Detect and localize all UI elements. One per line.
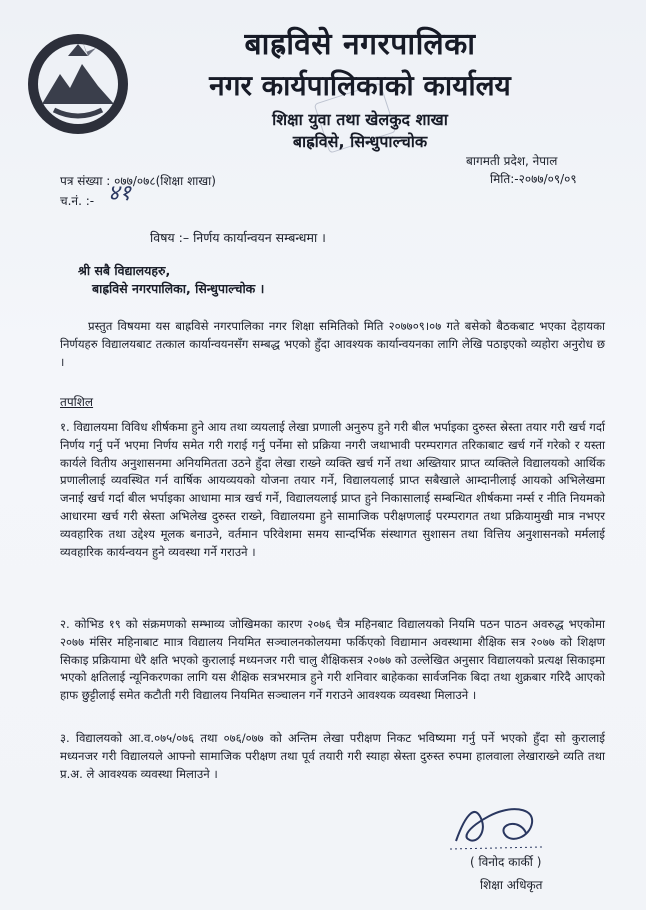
municipality-name: बाह्रविसे नगरपालिका (244, 27, 476, 62)
letter-date: मिति:-२०७७/०९/०९ (490, 172, 577, 186)
dispatch-number: ४१ (108, 181, 131, 206)
intro-paragraph: प्रस्तुत विषयमा यस बाह्रविसे नगरपालिका नगर शिक्षा समितिको मिति २०७७०९।०७ गते बसेको बैठकबाट भएका देहायका निर्णयहरु विद्यालयबाट तत्काल कार्यान्वयनसँग सम्बद्ध भएको हुँदा आवश्यक कार्यान्वयनका लागि लेखि पठाइएको व्यहोरा अनुरोध छ । (60, 319, 605, 369)
province-label: बागमती प्रदेश, नेपाल (466, 154, 558, 168)
reference-number: पत्र संख्या : ०७७/०७८(शिक्षा शाखा) (60, 174, 216, 188)
point-2: २. कोभिड १९ को संक्रमणको सम्भाव्य जोखिमका कारण २०७६ चैत्र महिनबाट विद्यालयको नियमि पठन पाठन अवरुद्ध भएकोमा २०७७ मंसिर महिनाबाट माात्र विद्यालय नियमित सञ्चालनकोलयमा फर्किएको विद्यामान अवस्थामा शैक्षिक सत्र २०७७ को शिक्षण सिकाइ प्रक्रियामा धेरै क्षति भएको कुरालाई मध्यनजर गरी चालु शैक्षिकसत्र २०७७ को उल्लेखित अनुसार विद्यालयको प्रत्यक्ष सिकाइमा भएको क्षतिलाई न्यूनिकरणका लागि यस शैक्षिक सत्रभरमात्र हुने गरी शनिवार बाहेकका सार्वजनिक बिदा तथा शुक्रबार गरिदै आएको हाफ छुट्टीलाई समेत कटौती गरी विद्यालय नियमित सञ्चालन गर्ने गराउने आवश्यक व्यवस्था मिलाउने । (60, 617, 605, 703)
signature-icon (446, 793, 546, 853)
point-1: १. विद्यालयमा विविध शीर्षकमा हुने आय तथा व्ययलाई लेखा प्रणाली अनुरुप हुने गरी बील भर्पाइका दुरुस्त स्रेस्ता तयार गरी खर्च गर्दा निर्णय गर्नु पर्ने भएमा निर्णय समेत गरी गराई गर्नु पर्नेमा सो प्रक्रिया नगरी जथाभावी परम्परागत तरिकाबाट खर्च गर्ने गरेको र यस्ता कार्यले वितीय अनुशासनमा अनियमितता उठने हुँदा लेखा राख्ने व्यक्ति खर्च गर्ने तथा अख्तियार प्राप्त व्यक्तिले विद्यालयको आर्थिक प्रणालीलाई व्यवस्थित गर्न वार्षिक आयव्ययको योजना तयार गर्ने, विद्यालयलाई प्राप्त सबैखाले आम्दानीलाई आयको अभिलेखमा जनाई खर्च गर्दा बील भर्पाइका आधामा मात्र खर्च गर्ने, विद्यालयलाई प्राप्त हुने निकासालाई सम्बन्धित शीर्षकमा नर्म्स र नीति नियमको आधारमा खर्च गरी स्रेस्ता अभिलेख दुरुस्त राख्ने, विद्यालयमा हुने सामाजिक परीक्षणलाई परम्परागत तथा प्रक्रियामुखी मात्र नभएर व्यवहारिक तथा उद्देश्य मूलक बनाउने, वर्तमान परिवेशमा समय सान्दर्भिक संस्थागत सुशासन तथा वित्तिय अनुशासनको मर्मलाई व्यवहारिक कार्यन्वयन हुने व्यवस्था गर्ने गराउने । (60, 420, 605, 559)
point-3: ३. विद्यालयको आ.व.०७५/०७६ तथा ०७६/०७७ को अन्तिम लेखा परीक्षण निकट भविष्यमा गर्नु पर्ने भएको हुँदा सो कुरालाई मध्यनजर गरी विद्यालयले आफ्नो सामाजिक परीक्षण तथा पूर्व तयारी गरी स्याहा स्रेस्ता दुरुस्त रुपमा हालवाला लेखाराख्ने व्यति तथा प्र.अ. ले आवश्यक व्यवस्था मिलाउने । (60, 731, 605, 781)
signatory-title: शिक्षा अधिकृत (480, 878, 543, 892)
office-name: नगर कार्यपालिकाको कार्यालय (209, 69, 511, 102)
recipient-line-1: श्री सबै विद्यालयहरु, (78, 263, 171, 278)
section-name: शिक्षा युवा तथा खेलकुद शाखा (272, 110, 448, 129)
details-heading: तपशिल (60, 395, 94, 409)
dispatch-label: च.नं. :- (60, 194, 95, 208)
nepal-emblem-icon (24, 30, 132, 138)
subject-line: विषय :– निर्णय कार्यान्वयन सम्बन्धमा । (150, 230, 326, 245)
office-location: बाह्रविसे, सिन्धुपाल्चोक (292, 132, 428, 151)
recipient-line-2: बाह्रविसे नगरपालिका, सिन्धुपाल्चोक । (92, 281, 265, 296)
signatory-name: ( विनोद कार्की ) (470, 855, 542, 869)
